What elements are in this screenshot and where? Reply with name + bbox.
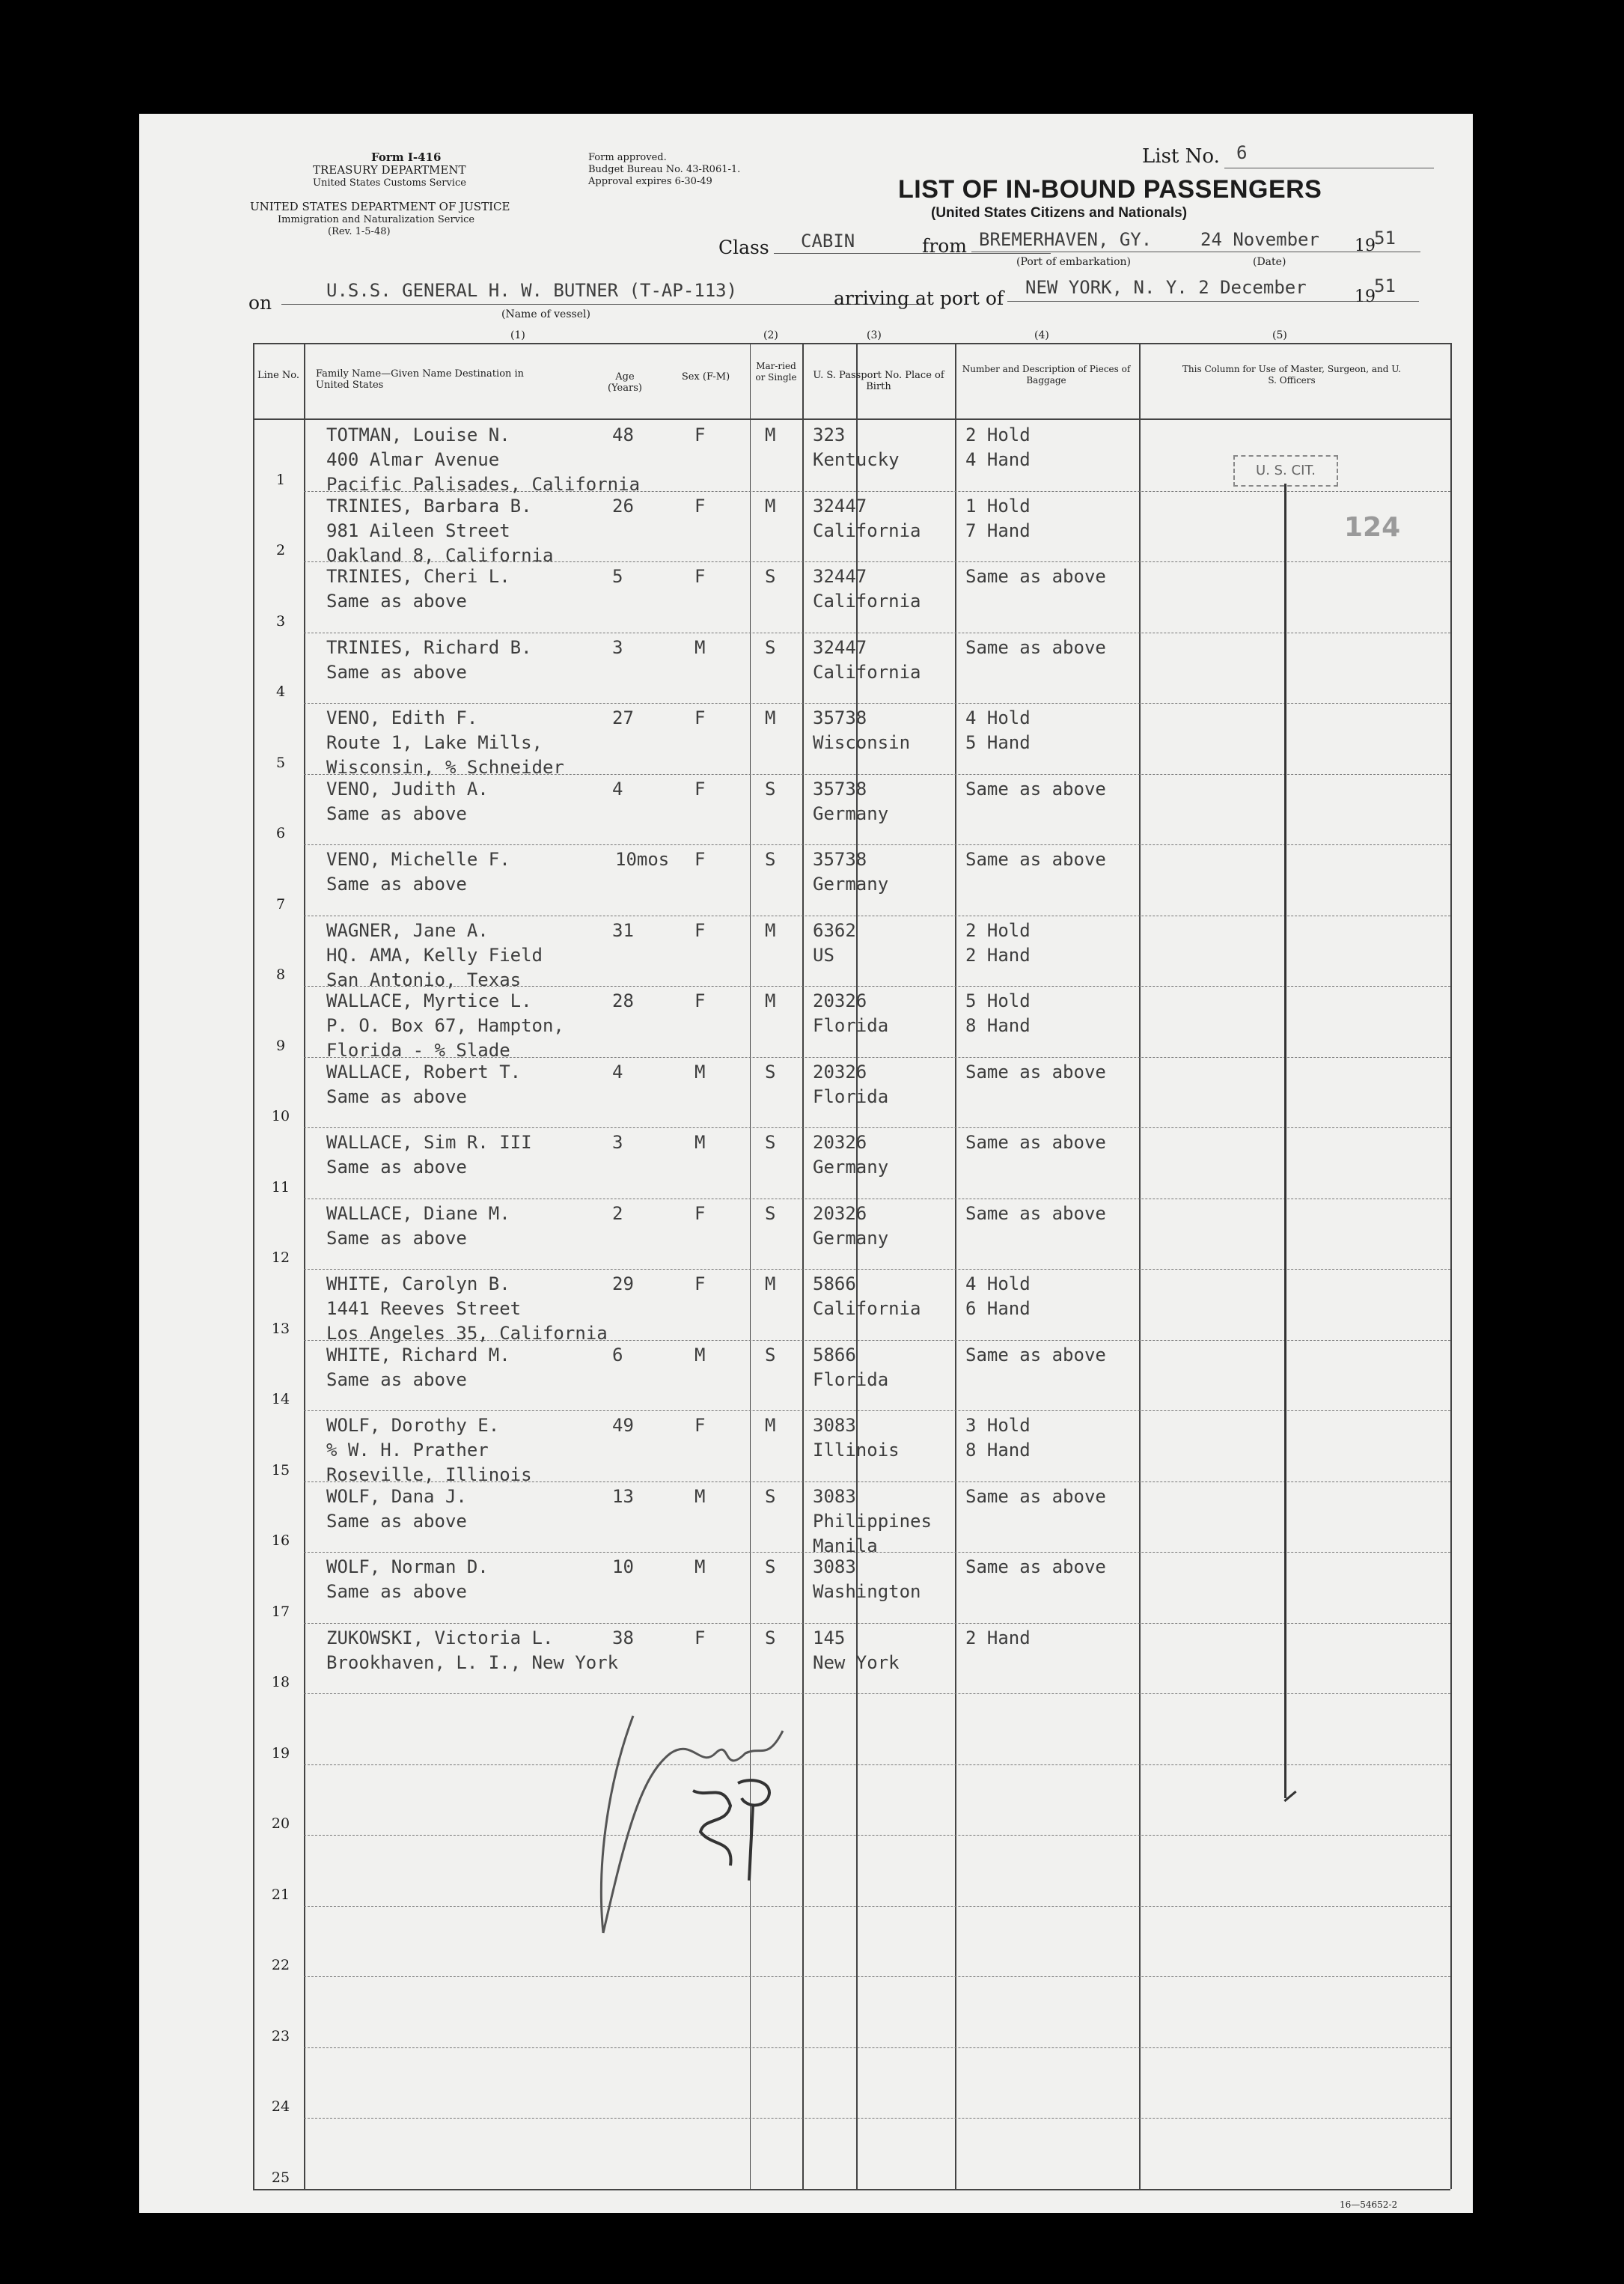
passenger-marital-status: S — [765, 1344, 776, 1365]
passenger-destination: Wisconsin, % Schneider — [326, 757, 564, 778]
passenger-marital-status: M — [765, 424, 776, 445]
ins-service: Immigration and Naturalization Service — [278, 214, 475, 225]
passenger-age: 10mos — [615, 849, 670, 870]
baggage-description: 6 Hand — [965, 1298, 1031, 1319]
passenger-marital-status: M — [765, 707, 776, 728]
row-separator — [304, 1764, 1450, 1765]
passenger-marital-status: S — [765, 1132, 776, 1153]
treasury-dept: TREASURY DEPARTMENT — [313, 163, 466, 177]
header-officers: This Column for Use of Master, Surgeon, and U. S. Officers — [1182, 364, 1402, 386]
passenger-name: WALLACE, Myrtice L. — [326, 990, 532, 1011]
passenger-name: VENO, Michelle F. — [326, 849, 510, 870]
passenger-marital-status: M — [765, 1273, 776, 1294]
table-header-border — [253, 418, 1450, 420]
passenger-destination: Same as above — [326, 1157, 467, 1178]
class-value: CABIN — [801, 231, 855, 252]
passenger-age: 6 — [612, 1344, 623, 1365]
col-num: (5) — [1272, 329, 1287, 341]
header-name: Family Name—Given Name Destination in United States — [316, 368, 525, 391]
place-of-birth: Manila — [813, 1535, 878, 1556]
passenger-age: 13 — [612, 1486, 634, 1507]
passenger-name: TRINIES, Cheri L. — [326, 566, 510, 587]
passenger-destination: Route 1, Lake Mills, — [326, 732, 543, 753]
line-number: 21 — [271, 1886, 290, 1903]
passenger-name: WOLF, Dorothy E. — [326, 1415, 500, 1436]
passenger-age: 3 — [612, 637, 623, 658]
port-of-embarkation: BREMERHAVEN, GY. — [979, 229, 1153, 250]
citizen-count: 124 — [1344, 512, 1401, 543]
passenger-destination: % W. H. Prather — [326, 1440, 489, 1461]
passenger-name: WALLACE, Diane M. — [326, 1203, 510, 1224]
passenger-destination: Same as above — [326, 1369, 467, 1390]
place-of-birth: Germany — [813, 1228, 889, 1249]
row-separator — [304, 1623, 1450, 1624]
passenger-destination: 981 Aileen Street — [326, 520, 510, 541]
list-no-value: 6 — [1236, 142, 1248, 163]
passenger-marital-status: M — [765, 496, 776, 517]
passenger-sex: F — [695, 849, 706, 870]
baggage-description: 1 Hold — [965, 496, 1031, 517]
passenger-manifest-page — [139, 114, 1473, 2213]
passenger-sex: F — [695, 707, 706, 728]
passenger-name: TRINIES, Barbara B. — [326, 496, 532, 517]
passenger-name: VENO, Judith A. — [326, 779, 489, 800]
line-number: 24 — [271, 2098, 290, 2115]
year-prefix: 19 — [1355, 237, 1376, 255]
place-of-birth: Kentucky — [813, 449, 900, 470]
line-number: 11 — [271, 1179, 290, 1196]
passenger-destination: 400 Almar Avenue — [326, 449, 500, 470]
table-top-border — [253, 343, 1450, 344]
place-of-birth: New York — [813, 1652, 900, 1673]
line-number: 3 — [275, 613, 286, 630]
port-caption: (Port of embarkation) — [1016, 256, 1131, 268]
line-number: 22 — [271, 1957, 290, 1973]
line-number: 19 — [271, 1745, 290, 1761]
passenger-age: 4 — [612, 1062, 623, 1082]
place-of-birth: Germany — [813, 874, 889, 895]
passenger-name: TRINIES, Richard B. — [326, 637, 532, 658]
table-bottom-border — [253, 2189, 1450, 2190]
passenger-destination: Same as above — [326, 591, 467, 612]
passenger-marital-status: S — [765, 1062, 776, 1082]
passport-number: 5866 — [813, 1273, 856, 1294]
line-number: 15 — [271, 1462, 290, 1478]
baggage-description: Same as above — [965, 1132, 1106, 1153]
passenger-name: WHITE, Carolyn B. — [326, 1273, 510, 1294]
passenger-destination: Same as above — [326, 1228, 467, 1249]
line-number: 20 — [271, 1815, 290, 1832]
baggage-description: 4 Hand — [965, 449, 1031, 470]
arrival-year: 51 — [1374, 275, 1396, 296]
baggage-description: 8 Hand — [965, 1440, 1031, 1461]
passport-number: 3083 — [813, 1556, 856, 1577]
passport-number: 145 — [813, 1627, 846, 1648]
class-underline — [774, 253, 1051, 254]
passenger-age: 28 — [612, 990, 634, 1011]
passenger-name: WAGNER, Jane A. — [326, 920, 489, 941]
line-number: 8 — [275, 966, 286, 983]
passport-number: 20326 — [813, 1132, 867, 1153]
col-divider — [955, 343, 956, 2189]
passenger-sex: F — [695, 1273, 706, 1294]
line-number: 2 — [275, 542, 286, 558]
col-divider — [1139, 343, 1141, 2189]
passenger-sex: F — [695, 990, 706, 1011]
passport-number: 3083 — [813, 1486, 856, 1507]
place-of-birth: Florida — [813, 1369, 889, 1390]
header-line-no: Line No. — [257, 370, 300, 381]
baggage-description: Same as above — [965, 637, 1106, 658]
passenger-sex: M — [695, 1486, 706, 1507]
passenger-destination: Same as above — [326, 803, 467, 824]
passport-number: 20326 — [813, 1203, 867, 1224]
page-title: LIST OF IN-BOUND PASSENGERS — [898, 175, 1322, 204]
customs-service: United States Customs Service — [313, 177, 466, 189]
row-separator — [304, 1269, 1450, 1270]
line-number: 7 — [275, 896, 286, 913]
col-num: (3) — [867, 329, 882, 341]
passenger-sex: F — [695, 779, 706, 800]
passport-number: 32447 — [813, 637, 867, 658]
line-number: 25 — [271, 2169, 290, 2186]
passenger-sex: F — [695, 1415, 706, 1436]
row-separator — [304, 2047, 1450, 2048]
passenger-name: ZUKOWSKI, Victoria L. — [326, 1627, 554, 1648]
passenger-marital-status: M — [765, 990, 776, 1011]
footer-code: 16—54652-2 — [1340, 2199, 1398, 2210]
passenger-destination: Oakland 8, California — [326, 545, 554, 566]
baggage-description: 4 Hold — [965, 1273, 1031, 1294]
passenger-marital-status: S — [765, 1556, 776, 1577]
passenger-sex: M — [695, 1062, 706, 1082]
passenger-age: 48 — [612, 424, 634, 445]
line-number: 17 — [271, 1604, 290, 1620]
arrival-port: NEW YORK, N. Y. 2 December — [1025, 277, 1307, 298]
page-subtitle: (United States Citizens and Nationals) — [931, 205, 1188, 221]
passenger-sex: M — [695, 1132, 706, 1153]
passenger-destination: Brookhaven, L. I., New York — [326, 1652, 619, 1673]
row-separator — [304, 703, 1450, 704]
header-age: Age (Years) — [608, 371, 642, 394]
passenger-sex: M — [695, 637, 706, 658]
from-label: from — [922, 235, 967, 257]
inspector-signature — [581, 1686, 805, 1978]
col-divider — [304, 343, 305, 2189]
line-number: 23 — [271, 2028, 290, 2044]
col-divider — [253, 343, 254, 2189]
passport-number: 35738 — [813, 779, 867, 800]
passenger-destination: HQ. AMA, Kelly Field — [326, 945, 543, 966]
place-of-birth: Philippines — [813, 1511, 932, 1532]
line-number: 4 — [275, 683, 286, 700]
line-number: 9 — [275, 1038, 286, 1054]
passenger-age: 31 — [612, 920, 634, 941]
passport-number: 32447 — [813, 566, 867, 587]
passenger-name: WOLF, Norman D. — [326, 1556, 489, 1577]
place-of-birth: Washington — [813, 1581, 921, 1602]
passport-number: 6362 — [813, 920, 856, 941]
passenger-name: WALLACE, Robert T. — [326, 1062, 522, 1082]
baggage-description: Same as above — [965, 1203, 1106, 1224]
line-number: 1 — [275, 472, 286, 488]
place-of-birth: California — [813, 591, 921, 612]
baggage-description: 7 Hand — [965, 520, 1031, 541]
list-no-label: List No. — [1142, 145, 1220, 168]
passenger-age: 29 — [612, 1273, 634, 1294]
baggage-description: Same as above — [965, 779, 1106, 800]
passenger-age: 4 — [612, 779, 623, 800]
baggage-description: 2 Hold — [965, 424, 1031, 445]
baggage-description: Same as above — [965, 566, 1106, 587]
passenger-sex: F — [695, 920, 706, 941]
arriving-label: arriving at port of — [834, 287, 1004, 309]
passenger-destination: San Antonio, Texas — [326, 969, 522, 990]
passenger-destination: Same as above — [326, 662, 467, 683]
place-of-birth: Florida — [813, 1015, 889, 1036]
place-of-birth: Florida — [813, 1086, 889, 1107]
passenger-destination: Florida - % Slade — [326, 1040, 510, 1061]
baggage-description: Same as above — [965, 1062, 1106, 1082]
baggage-description: Same as above — [965, 1486, 1106, 1507]
passenger-age: 38 — [612, 1627, 634, 1648]
baggage-description: Same as above — [965, 1344, 1106, 1365]
baggage-description: 2 Hand — [965, 1627, 1031, 1648]
baggage-description: 5 Hold — [965, 990, 1031, 1011]
row-separator — [304, 2118, 1450, 2119]
header-baggage: Number and Description of Pieces of Baggage — [962, 364, 1131, 386]
baggage-description: 2 Hand — [965, 945, 1031, 966]
passenger-sex: M — [695, 1344, 706, 1365]
passport-number: 20326 — [813, 1062, 867, 1082]
place-of-birth: Wisconsin — [813, 732, 911, 753]
passenger-age: 26 — [612, 496, 634, 517]
col-divider — [1450, 343, 1452, 2189]
passenger-destination: Same as above — [326, 1581, 467, 1602]
col-num: (1) — [510, 329, 525, 341]
on-label: on — [248, 292, 272, 314]
approval-line: Form approved. — [588, 152, 667, 163]
passenger-age: 27 — [612, 707, 634, 728]
passport-number: 323 — [813, 424, 846, 445]
passenger-marital-status: S — [765, 779, 776, 800]
passport-number: 32447 — [813, 496, 867, 517]
passenger-sex: F — [695, 496, 706, 517]
place-of-birth: California — [813, 662, 921, 683]
passenger-age: 10 — [612, 1556, 634, 1577]
approval-line: Budget Bureau No. 43-R061-1. — [588, 164, 741, 175]
passenger-name: VENO, Edith F. — [326, 707, 478, 728]
header-passport: U. S. Passport No. Place of Birth — [813, 370, 944, 392]
col-num: (2) — [763, 329, 778, 341]
passenger-name: WOLF, Dana J. — [326, 1486, 467, 1507]
place-of-birth: California — [813, 1298, 921, 1319]
row-separator — [304, 1906, 1450, 1907]
line-number: 12 — [271, 1249, 290, 1266]
passenger-destination: 1441 Reeves Street — [326, 1298, 522, 1319]
place-of-birth: Germany — [813, 803, 889, 824]
row-separator — [304, 1410, 1450, 1411]
passenger-sex: M — [695, 1556, 706, 1577]
passenger-sex: F — [695, 1627, 706, 1648]
passenger-marital-status: M — [765, 1415, 776, 1436]
embarkation-date: 24 November — [1200, 229, 1319, 250]
passenger-marital-status: S — [765, 637, 776, 658]
baggage-description: 3 Hold — [965, 1415, 1031, 1436]
class-label: Class — [718, 237, 769, 258]
row-separator — [304, 844, 1450, 845]
line-number: 13 — [271, 1321, 290, 1337]
form-number: Form I-416 — [371, 150, 442, 164]
place-of-birth: Illinois — [813, 1440, 900, 1461]
passenger-age: 5 — [612, 566, 623, 587]
form-revision: (Rev. 1-5-48) — [328, 226, 391, 237]
baggage-description: 8 Hand — [965, 1015, 1031, 1036]
vessel-caption: (Name of vessel) — [501, 308, 590, 320]
row-separator — [304, 1127, 1450, 1128]
row-separator — [304, 1976, 1450, 1977]
passport-number: 20326 — [813, 990, 867, 1011]
line-number: 10 — [271, 1108, 290, 1124]
vessel-name: U.S.S. GENERAL H. W. BUTNER (T-AP-113) — [326, 280, 738, 301]
col-divider — [856, 343, 858, 2189]
line-number: 18 — [271, 1674, 290, 1690]
vessel-underline — [281, 304, 925, 305]
line-number: 16 — [271, 1532, 290, 1549]
passenger-marital-status: M — [765, 920, 776, 941]
passenger-destination: Same as above — [326, 1086, 467, 1107]
baggage-description: 5 Hand — [965, 732, 1031, 753]
passenger-name: WALLACE, Sim R. III — [326, 1132, 532, 1153]
passenger-destination: Roseville, Illinois — [326, 1464, 532, 1485]
date-caption: (Date) — [1253, 256, 1286, 268]
passport-number: 35738 — [813, 849, 867, 870]
header-sex: Sex (F-M) — [681, 371, 730, 383]
passenger-age: 49 — [612, 1415, 634, 1436]
justice-dept: UNITED STATES DEPARTMENT OF JUSTICE — [250, 200, 510, 213]
row-separator — [304, 1835, 1450, 1836]
year-prefix: 19 — [1355, 287, 1376, 306]
header-married: Mar-ried or Single — [755, 361, 797, 383]
col-num: (4) — [1034, 329, 1049, 341]
citizen-stamp: U. S. CIT. — [1233, 455, 1338, 487]
passenger-marital-status: S — [765, 1486, 776, 1507]
passenger-name: WHITE, Richard M. — [326, 1344, 510, 1365]
passenger-sex: F — [695, 1203, 706, 1224]
passenger-marital-status: S — [765, 566, 776, 587]
baggage-description: 4 Hold — [965, 707, 1031, 728]
passenger-sex: F — [695, 424, 706, 445]
row-separator — [304, 1693, 1450, 1694]
place-of-birth: US — [813, 945, 834, 966]
passenger-marital-status: S — [765, 1203, 776, 1224]
passenger-destination: Same as above — [326, 874, 467, 895]
passenger-destination: Los Angeles 35, California — [326, 1323, 608, 1344]
baggage-description: 2 Hold — [965, 920, 1031, 941]
passenger-destination: Same as above — [326, 1511, 467, 1532]
passenger-marital-status: S — [765, 849, 776, 870]
embarkation-year: 51 — [1374, 228, 1396, 249]
approval-line: Approval expires 6-30-49 — [588, 176, 712, 187]
passenger-name: TOTMAN, Louise N. — [326, 424, 510, 445]
baggage-description: Same as above — [965, 849, 1106, 870]
passenger-destination: P. O. Box 67, Hampton, — [326, 1015, 564, 1036]
passenger-destination: Pacific Palisades, California — [326, 474, 641, 495]
passport-number: 3083 — [813, 1415, 856, 1436]
passport-number: 35738 — [813, 707, 867, 728]
place-of-birth: Germany — [813, 1157, 889, 1178]
passenger-age: 2 — [612, 1203, 623, 1224]
line-number: 14 — [271, 1391, 290, 1407]
passenger-marital-status: S — [765, 1627, 776, 1648]
baggage-description: Same as above — [965, 1556, 1106, 1577]
passenger-sex: F — [695, 566, 706, 587]
passenger-age: 3 — [612, 1132, 623, 1153]
line-number: 6 — [275, 825, 286, 841]
stamp-bracket-line — [1284, 484, 1286, 1798]
place-of-birth: California — [813, 520, 921, 541]
passport-number: 5866 — [813, 1344, 856, 1365]
line-number: 5 — [275, 755, 286, 771]
